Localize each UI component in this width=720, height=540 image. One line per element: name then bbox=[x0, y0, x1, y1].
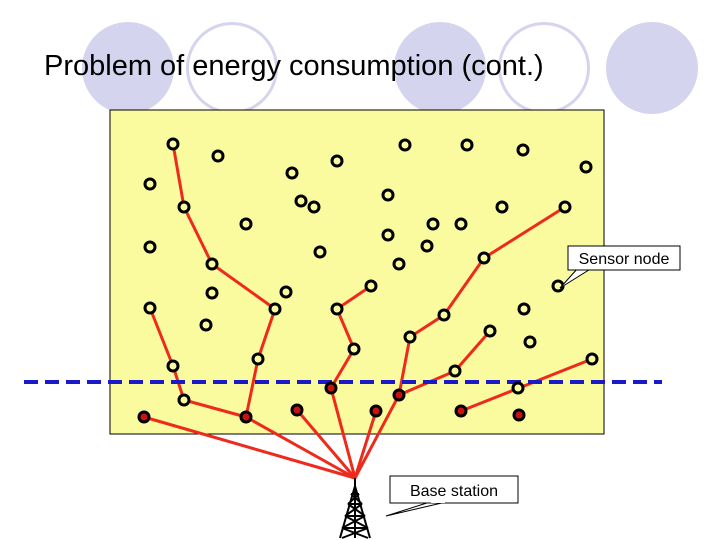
sensor-node bbox=[383, 230, 393, 240]
sensor-node bbox=[456, 219, 466, 229]
slide-title: Problem of energy consumption (cont.) bbox=[44, 50, 544, 82]
sensor-node bbox=[525, 337, 535, 347]
sensor-node bbox=[383, 190, 393, 200]
sensor-node bbox=[179, 395, 189, 405]
relay-node bbox=[371, 406, 381, 416]
sensor-node bbox=[349, 344, 359, 354]
relay-node bbox=[139, 412, 149, 422]
sensor-node bbox=[213, 151, 223, 161]
base-station-tower-icon bbox=[340, 478, 370, 538]
sensor-node bbox=[179, 202, 189, 212]
sensor-node bbox=[519, 304, 529, 314]
sensor-node bbox=[296, 196, 306, 206]
sensor-node bbox=[168, 361, 178, 371]
sensor-node bbox=[462, 140, 472, 150]
sensor-node bbox=[332, 156, 342, 166]
relay-node bbox=[456, 406, 466, 416]
sensor-node bbox=[587, 354, 597, 364]
sensor-node bbox=[439, 310, 449, 320]
sensor-node bbox=[287, 168, 297, 178]
sensor-node bbox=[422, 241, 432, 251]
sensor-node bbox=[518, 145, 528, 155]
sensor-node bbox=[145, 242, 155, 252]
sensor-node bbox=[241, 219, 251, 229]
sensor-node-label: Sensor node bbox=[578, 251, 670, 268]
relay-node bbox=[241, 412, 251, 422]
sensor-node bbox=[513, 383, 523, 393]
relay-node bbox=[326, 383, 336, 393]
sensor-node bbox=[450, 366, 460, 376]
relay-node bbox=[514, 410, 524, 420]
relay-node bbox=[394, 390, 404, 400]
sensor-node bbox=[581, 162, 591, 172]
sensor-node bbox=[560, 202, 570, 212]
sensor-field bbox=[110, 110, 604, 434]
sensor-node bbox=[428, 219, 438, 229]
relay-node bbox=[292, 405, 302, 415]
sensor-node bbox=[253, 354, 263, 364]
sensor-node bbox=[485, 326, 495, 336]
sensor-node bbox=[207, 288, 217, 298]
sensor-node bbox=[366, 281, 376, 291]
sensor-node bbox=[497, 202, 507, 212]
sensor-node bbox=[281, 287, 291, 297]
base-station-label: Base station bbox=[409, 483, 499, 500]
sensor-node bbox=[168, 139, 178, 149]
sensor-node bbox=[270, 304, 280, 314]
sensor-node bbox=[405, 332, 415, 342]
sensor-node bbox=[309, 202, 319, 212]
sensor-node bbox=[394, 259, 404, 269]
sensor-node bbox=[145, 179, 155, 189]
sensor-node bbox=[201, 320, 211, 330]
sensor-node bbox=[400, 140, 410, 150]
sensor-node bbox=[332, 304, 342, 314]
sensor-node bbox=[207, 259, 217, 269]
sensor-node bbox=[145, 303, 155, 313]
base-station-callout bbox=[386, 476, 518, 516]
sensor-node bbox=[315, 247, 325, 257]
sensor-node bbox=[479, 253, 489, 263]
